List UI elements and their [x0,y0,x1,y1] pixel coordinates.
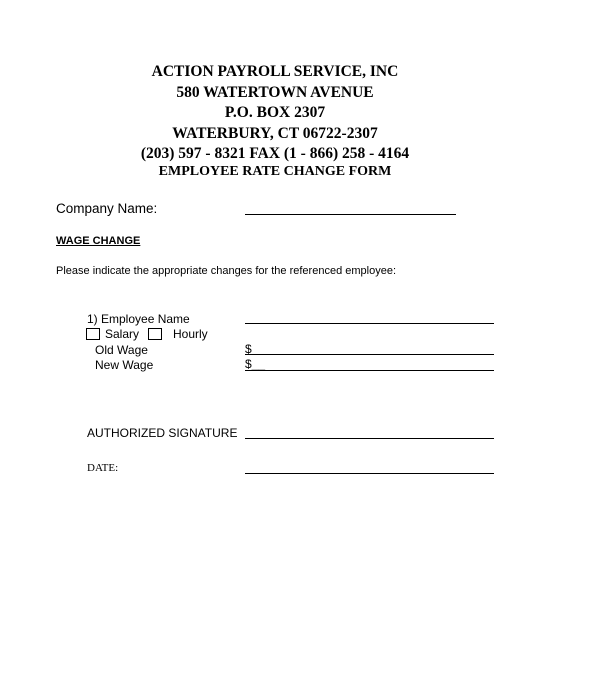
po-box: P.O. BOX 2307 [224,104,326,121]
city-state-zip: WATERBURY, CT 06722-2307 [172,124,378,142]
employee-name-label: 1) Employee Name [87,312,190,326]
hourly-checkbox[interactable] [148,328,162,340]
new-wage-label: New Wage [95,358,154,372]
salary-checkbox[interactable] [86,328,100,340]
company-name-field[interactable] [245,214,456,215]
authorized-signature-label: AUTHORIZED SIGNATURE [87,426,238,440]
old-wage-label: Old Wage [95,343,148,357]
old-wage-field[interactable] [245,354,494,355]
new-wage-field[interactable] [245,370,494,371]
wage-change-heading: WAGE CHANGE [56,235,141,247]
company-name-heading: ACTION PAYROLL SERVICE, INC [151,63,399,80]
letterhead [0,62,550,165]
new-wage-currency: $__ [245,357,266,371]
salary-label: Salary [105,327,140,341]
date-field[interactable] [245,473,494,474]
phone-fax: (203) 597 - 8321 FAX (1 - 866) 258 - 4164 [140,145,410,162]
instructions-text: Please indicate the appropriate changes for the referenced employee: [56,265,396,277]
form-title: EMPLOYEE RATE CHANGE FORM [158,164,392,179]
hourly-label: Hourly [173,327,208,341]
date-label: DATE: [87,462,119,474]
authorized-signature-field[interactable] [245,438,494,439]
street-address: 580 WATERTOWN AVENUE [176,83,374,101]
company-name-label: Company Name: [56,201,158,216]
employee-name-field[interactable] [245,323,494,324]
old-wage-currency: $ [245,342,252,356]
